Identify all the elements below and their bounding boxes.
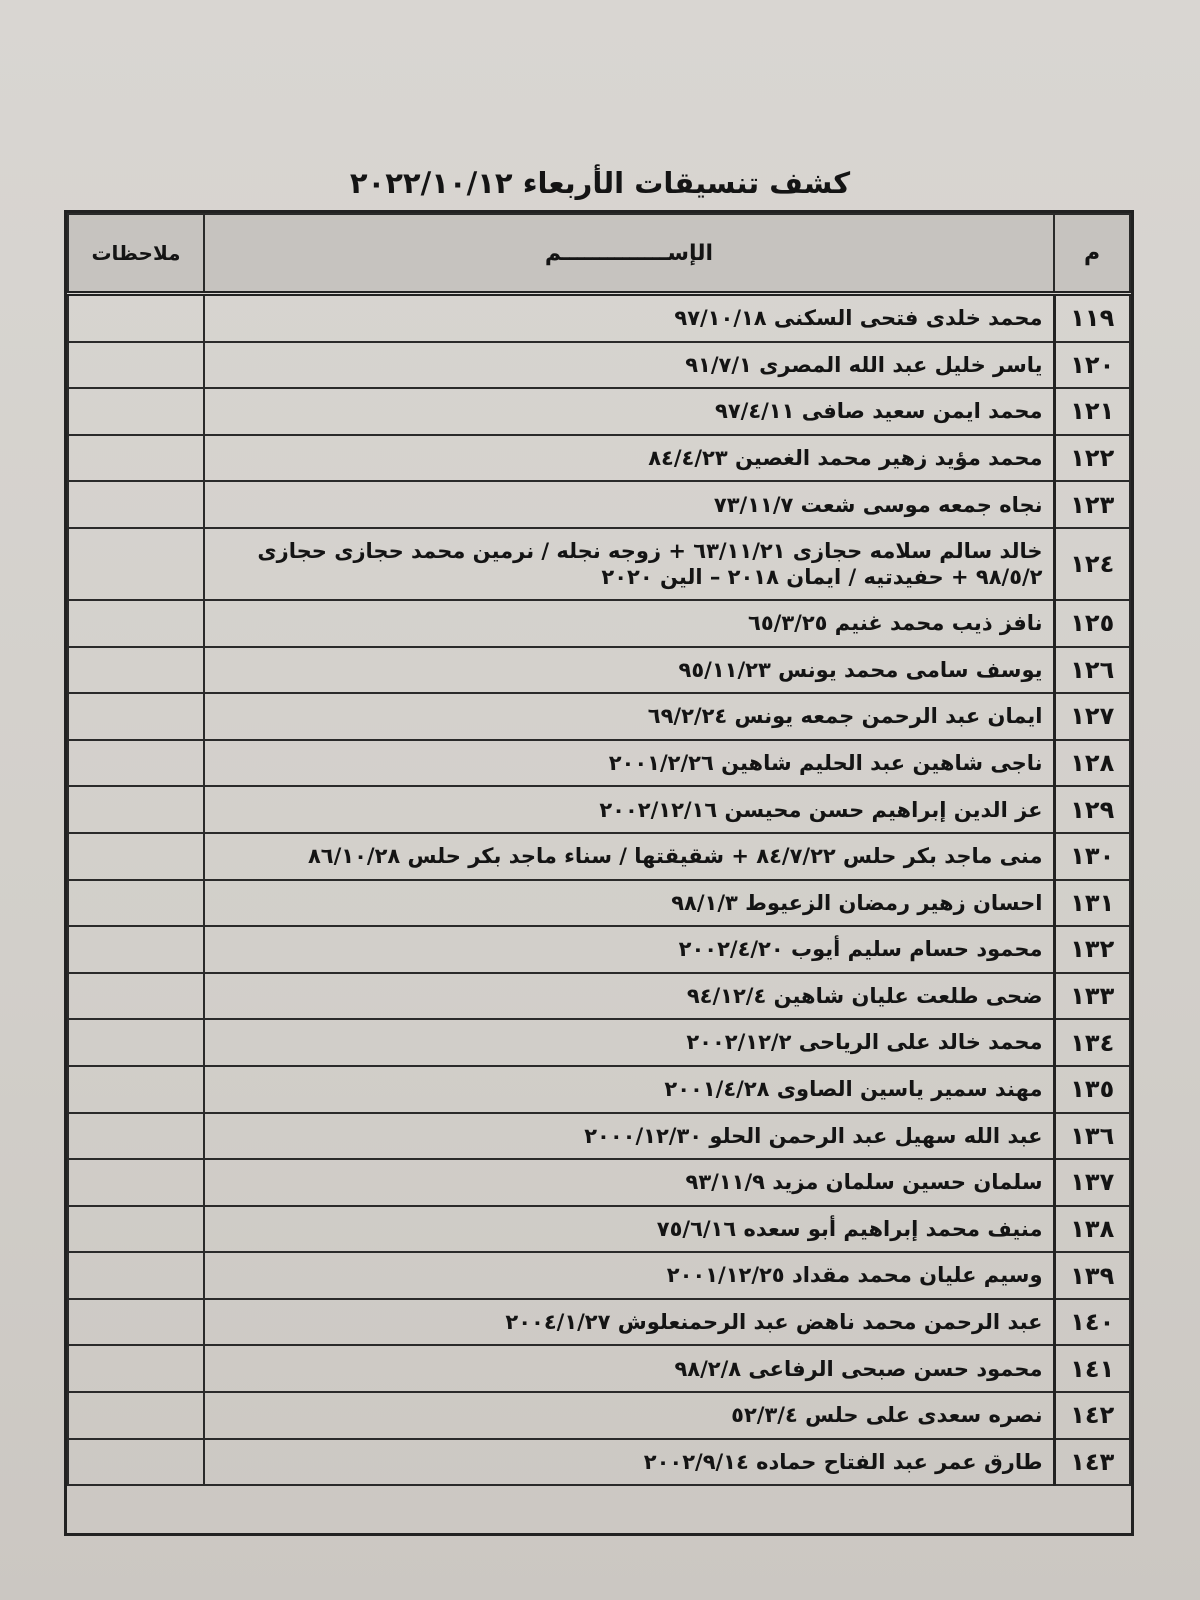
row-number: ١٣٨ (1054, 1206, 1130, 1253)
row-name: محمد خالد على الرياحى ٢٠٠٢/١٢/٢ (204, 1019, 1054, 1066)
table-row (68, 1159, 1130, 1206)
row-notes (68, 1392, 204, 1439)
table-row (68, 342, 1130, 389)
table-row (68, 388, 1130, 435)
row-notes (68, 740, 204, 787)
table-row (68, 1113, 1130, 1160)
table-row (68, 294, 1130, 342)
row-name: ايمان عبد الرحمن جمعه يونس ٦٩/٢/٢٤ (204, 693, 1054, 740)
row-number: ١٣١ (1054, 880, 1130, 927)
row-name: محمود حسن صبحى الرفاعى ٩٨/٢/٨ (204, 1345, 1054, 1392)
row-name: سلمان حسين سلمان مزيد ٩٣/١١/٩ (204, 1159, 1054, 1206)
table-header-row (68, 214, 1130, 294)
row-notes (68, 926, 204, 973)
header-number: م (1054, 214, 1130, 294)
row-name: احسان زهير رمضان الزعيوط ٩٨/١/٣ (204, 880, 1054, 927)
row-number: ١٣٦ (1054, 1113, 1130, 1160)
row-name: نجاه جمعه موسى شعت ٧٣/١١/٧ (204, 481, 1054, 528)
table-row (68, 435, 1130, 482)
header-name: الإســــــــــــــم (204, 214, 1054, 294)
table-row (68, 833, 1130, 880)
row-name: عبد الله سهيل عبد الرحمن الحلو ٢٠٠٠/١٢/٣٠ (204, 1113, 1054, 1160)
row-notes (68, 1066, 204, 1113)
table-row (68, 1252, 1130, 1299)
row-name: يوسف سامى محمد يونس ٩٥/١١/٢٣ (204, 647, 1054, 694)
row-number: ١٢٧ (1054, 693, 1130, 740)
row-name: منى ماجد بكر حلس ٨٤/٧/٢٢ + شقيقتها / سناء ماجد بكر حلس ٨٦/١٠/٢٨ (204, 833, 1054, 880)
row-notes (68, 481, 204, 528)
row-number: ١٤٠ (1054, 1299, 1130, 1346)
row-notes (68, 1345, 204, 1392)
table-row (68, 740, 1130, 787)
table-row (68, 1066, 1130, 1113)
row-name: محمد خلدى فتحى السكنى ٩٧/١٠/١٨ (204, 294, 1054, 342)
names-table-frame (64, 210, 1134, 1536)
row-name: عبد الرحمن محمد ناهض عبد الرحمنعلوش ٢٠٠٤/١/٢٧ (204, 1299, 1054, 1346)
row-notes (68, 600, 204, 647)
row-number: ١٢٢ (1054, 435, 1130, 482)
row-number: ١٤٢ (1054, 1392, 1130, 1439)
names-table (67, 213, 1131, 1486)
row-number: ١٣٠ (1054, 833, 1130, 880)
row-number: ١٢٣ (1054, 481, 1130, 528)
row-number: ١٢٦ (1054, 647, 1130, 694)
table-row (68, 786, 1130, 833)
table-row (68, 528, 1130, 600)
row-notes (68, 880, 204, 927)
table-row (68, 1019, 1130, 1066)
row-notes (68, 973, 204, 1020)
row-name: نصره سعدى على حلس ٥٢/٣/٤ (204, 1392, 1054, 1439)
row-number: ١٣٥ (1054, 1066, 1130, 1113)
table-body (68, 294, 1130, 1486)
document-title: كشف تنسيقات الأربعاء ٢٠٢٢/١٠/١٢ (349, 166, 851, 200)
row-name: ياسر خليل عبد الله المصرى ٩١/٧/١ (204, 342, 1054, 389)
table-row (68, 880, 1130, 927)
row-notes (68, 1113, 204, 1160)
table-row (68, 1392, 1130, 1439)
table-row (68, 1439, 1130, 1486)
row-number: ١٣٢ (1054, 926, 1130, 973)
row-name: محمود حسام سليم أيوب ٢٠٠٢/٤/٢٠ (204, 926, 1054, 973)
row-number: ١٢١ (1054, 388, 1130, 435)
row-notes (68, 1299, 204, 1346)
row-name: محمد ايمن سعيد صافى ٩٧/٤/١١ (204, 388, 1054, 435)
row-name: مهند سمير ياسين الصاوى ٢٠٠١/٤/٢٨ (204, 1066, 1054, 1113)
header-notes: ملاحظات (68, 214, 204, 294)
row-notes (68, 1439, 204, 1486)
row-number: ١٤٣ (1054, 1439, 1130, 1486)
row-name: ناجى شاهين عبد الحليم شاهين ٢٠٠١/٢/٢٦ (204, 740, 1054, 787)
row-name: خالد سالم سلامه حجازى ٦٣/١١/٢١ + زوجه نجله / نرمين محمد حجازى حجازى ٩٨/٥/٢ + حفيدتيه / ايمان ٢٠١٨ – الين ٢٠٢٠ (204, 528, 1054, 600)
row-notes (68, 1206, 204, 1253)
table-row (68, 973, 1130, 1020)
row-number: ١٢٥ (1054, 600, 1130, 647)
row-notes (68, 693, 204, 740)
row-name: وسيم عليان محمد مقداد ٢٠٠١/١٢/٢٥ (204, 1252, 1054, 1299)
table-row (68, 693, 1130, 740)
table-row (68, 926, 1130, 973)
row-notes (68, 1019, 204, 1066)
table-row (68, 647, 1130, 694)
table-row (68, 1345, 1130, 1392)
row-name: عز الدين إبراهيم حسن محيسن ٢٠٠٢/١٢/١٦ (204, 786, 1054, 833)
row-notes (68, 786, 204, 833)
row-notes (68, 528, 204, 600)
row-number: ١٣٧ (1054, 1159, 1130, 1206)
table-row (68, 1206, 1130, 1253)
row-number: ١٢٩ (1054, 786, 1130, 833)
row-notes (68, 342, 204, 389)
row-number: ١٢٤ (1054, 528, 1130, 600)
table-row (68, 600, 1130, 647)
row-name: طارق عمر عبد الفتاح حماده ٢٠٠٢/٩/١٤ (204, 1439, 1054, 1486)
row-name: نافز ذيب محمد غنيم ٦٥/٣/٢٥ (204, 600, 1054, 647)
row-number: ١٤١ (1054, 1345, 1130, 1392)
row-number: ١٢٠ (1054, 342, 1130, 389)
row-name: محمد مؤيد زهير محمد الغصين ٨٤/٤/٢٣ (204, 435, 1054, 482)
row-name: منيف محمد إبراهيم أبو سعده ٧٥/٦/١٦ (204, 1206, 1054, 1253)
table-row (68, 1299, 1130, 1346)
row-number: ١٣٩ (1054, 1252, 1130, 1299)
row-name: ضحى طلعت عليان شاهين ٩٤/١٢/٤ (204, 973, 1054, 1020)
table-row (68, 481, 1130, 528)
row-number: ١٣٣ (1054, 973, 1130, 1020)
row-notes (68, 435, 204, 482)
row-notes (68, 388, 204, 435)
row-notes (68, 1252, 204, 1299)
row-notes (68, 833, 204, 880)
row-number: ١٣٤ (1054, 1019, 1130, 1066)
row-notes (68, 294, 204, 342)
row-number: ١١٩ (1054, 294, 1130, 342)
row-number: ١٢٨ (1054, 740, 1130, 787)
row-notes (68, 647, 204, 694)
row-notes (68, 1159, 204, 1206)
